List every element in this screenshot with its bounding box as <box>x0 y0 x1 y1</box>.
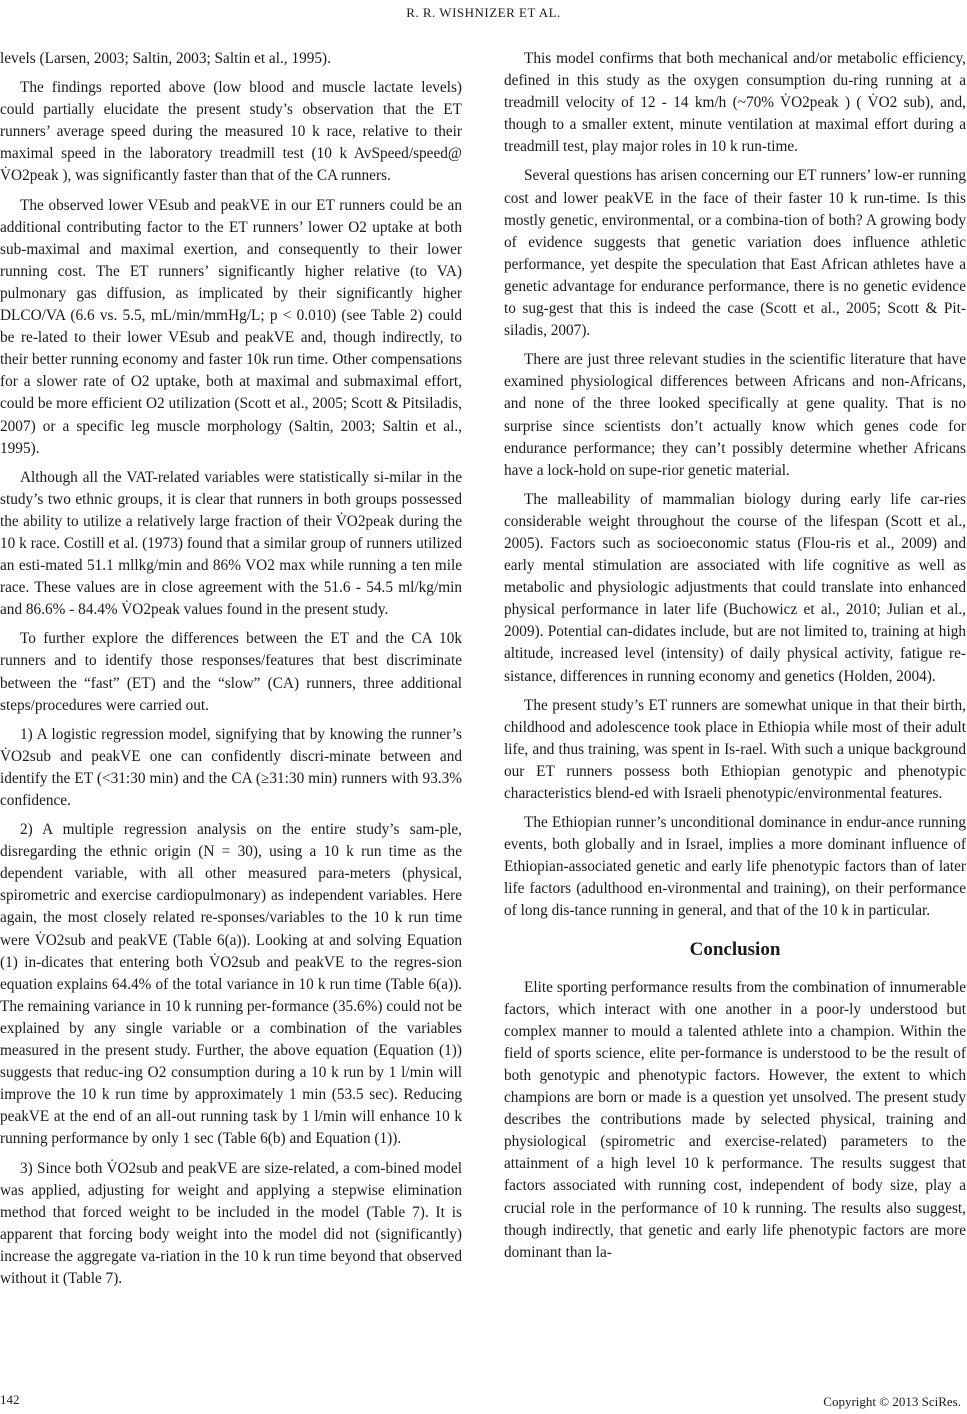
paragraph: 1) A logistic regression model, signifying that by knowing the runner’s V̇O2sub and peakVE one can confidently discri-minate between and identify the ET (<31:30 min) and the CA (≥31:30 min) runners with 93.3% confidence. <box>0 725 462 809</box>
paragraph: Elite sporting performance results from the combination of innumerable factors, which interact with one another in a poor-ly understood but complex manner to mould a talented athlete into a champion. Within the field of sports science, elite per-formance is understood to be the result of both genotypic and phenotypic factors. However, the extent to which champions are born or made is a question yet unsolved. The present study describes the contributions made by selected physical, training and physiological (spirometric and exercise-related) parameters to the attainment of a high level 10 k performance. The results suggest that factors associated with running cost, independent of body size, play a crucial role in the performance of 10 k running. The results also suggest, though indirectly, that genetic and early life phenotypic factors are more dominant than la- <box>504 978 966 1261</box>
paragraph: 3) Since both V̇O2sub and peakVE are size-related, a com-bined model was applied, adjusting for weight and applying a stepwise elimination method that forced weight to be included in the model (Table 7). It is apparent that forcing body weight into the model did not (significantly) increase the aggregate va-riation in the 10 k run time beyond that observed without it (Table 7). <box>0 1159 462 1287</box>
paragraph: Although all the VAT-related variables were statistically si-milar in the study’s two ethnic groups, it is clear that runners in both groups possessed the ability to utilize a relatively large fraction of their V̇O2peak during the 10 k race. Costill et al. (1973) found that a similar group of runners utilized an esti-mated 51.1 mllkg/min and 86% VO2 max while running a ten mile race. These values are in close agreement with the 51.6 - 54.5 ml/kg/min and 86.6% - 84.4% V̇O2peak values found in the present study. <box>0 468 462 619</box>
paragraph: The present study’s ET runners are somewhat unique in that their birth, childhood and adolescence took place in Ethiopia while most of their adult life, and thus training, was spent in Is-rael. With such a unique background our ET runners possess both Ethiopian genotypic and phenotypic characteristics blend-ed with Israeli phenotypic/environmental features. <box>504 696 966 802</box>
paragraph: 2) A multiple regression analysis on the entire study’s sam-ple, disregarding the ethnic origin (N = 30), using a 10 k run time as the dependent variable, with all other measured para-meters (physical, spirometric and exercise cardiopulmonary) as independent variables. Here again, the most closely related re-sponses/variables to the 10 k run time were V̇O2sub and peakVE (Table 6(a)). Looking at and solving Equation (1) in-dicates that entering both V̇O2sub and peakVE to the regres-sion equation explains 64.4% of the total variance in 10 k run time (Table 6(a)). The remaining variance in 10 k running per-formance (35.6%) could not be explained by any single variable or a combination of the variables measured in the present study. Further, the above equation (Equation (1)) suggests that reduc-ing O2 consumption during a 10 k run by 1 l/min will improve the 10 k run time by approximately 1 min (53.5 sec). Reducing peakVE at the end of an all-out running task by 1 l/min will enhance 10 k running performance by only 1 sec (Table 6(b) and Equation (1)). <box>0 821 462 1148</box>
right-column <box>504 48 966 1271</box>
paragraph: This model confirms that both mechanical and/or metabolic efficiency, defined in this study as the oxygen consumption du-ring running at a treadmill velocity of 12 - 14 km/h (~70% V̇O2peak ) ( V̇O2 sub), and, though to a smaller extent, minute ventilation at maximal effort during a treadmill test, play major roles in 10 k run-time. <box>504 50 966 156</box>
paragraph: levels (Larsen, 2003; Saltin, 2003; Saltin et al., 1995). <box>0 50 331 67</box>
paragraph: To further explore the differences between the ET and the CA 10k runners and to identify those responses/features that best discriminate between the “fast” (ET) and the “slow” (CA) runners, three additional steps/procedures were carried out. <box>0 630 462 714</box>
copyright-notice: Copyright © 2013 SciRes. <box>823 1394 961 1409</box>
paragraph: There are just three relevant studies in the scientific literature that have examined physiological differences between Africans and non-Africans, and none of the three looked specifically at gene quality. That is no surprise since scientists don’t actually know which genes code for endurance performance; they can’t possibly determine whether Africans have a lock-hold on supe-rior genetic material. <box>504 351 966 479</box>
paragraph: The observed lower VEsub and peakVE in our ET runners could be an additional contributing factor to the ET runners’ lower O2 uptake at both sub-maximal and maximal exertion, and consequently to their lower running cost. The ET runners’ significantly higher relative (to VA) pulmonary gas diffusion, as implicated by their significantly higher DLCO/VA (6.6 vs. 5.5, mL/min/mmHg/L; p < 0.010) (see Table 2) could be re-lated to their lower VEsub and peakVE and, though indirectly, to their better running economy and faster 10k run time. Other compensations for a slower rate of O2 uptake, both at maximal and submaximal effort, could be more efficient O2 utilization (Scott et al., 2005; Scott & Pitsiladis, 2007) or a specific leg muscle morphology (Saltin, 2003; Saltin et al., 1995). <box>0 196 462 457</box>
running-header: R. R. WISHNIZER ET AL. <box>406 5 561 20</box>
paragraph: The Ethiopian runner’s unconditional dominance in endur-ance running events, both globally and in Israel, implies a more dominant influence of Ethiopian-associated genetic and early life phenotypic factors than of later life factors (adulthood en-vironmental and training), on their performance of long dis-tance running in general, and that of the 10 k in particular. <box>504 814 966 920</box>
paragraph: The malleability of mammalian biology during early life car-ries considerable weight throughout the course of the lifespan (Scott et al., 2005). Factors such as socioeconomic status (Flou-ris et al., 2009) and early mental stimulation are associated with life cognitive as well as metabolic and physiologic adjustments that could translate into enhanced physical performance in later life (Buchowicz et al., 2010; Julian et al., 2009). Potential can-didates include, but are not limited to, training at high altitude, increased level (intensity) of daily physical activity, fatigue re-sistance, differences in running economy and genetics (Holden, 2004). <box>504 490 966 685</box>
page-number: 142 <box>0 1392 20 1407</box>
left-column <box>0 48 462 1297</box>
paragraph: Several questions has arisen concerning our ET runners’ low-er running cost and lower peakVE in the face of their faster 10 k run-time. Is this mostly genetic, environmental, or a combina-tion of both? A growing body of evidence suggests that genetic variation does influence athletic performance, yet despite the speculation that East African athletes have a genetic advantage for endurance performance, there is no genetic evidence to sug-gest that this is indeed the case (Scott et al., 2005; Scott & Pit-siladis, 2007). <box>504 167 966 340</box>
section-heading: Conclusion <box>689 938 781 960</box>
paragraph: The findings reported above (low blood and muscle lactate levels) could partially elucidate the present study’s observation that the ET runners’ average speed during the measured 10 k race, relative to their maximal speed in the laboratory treadmill test (10 k AvSpeed/speed@ V̇O2peak ), was significantly faster than that of the CA runners. <box>0 79 462 185</box>
